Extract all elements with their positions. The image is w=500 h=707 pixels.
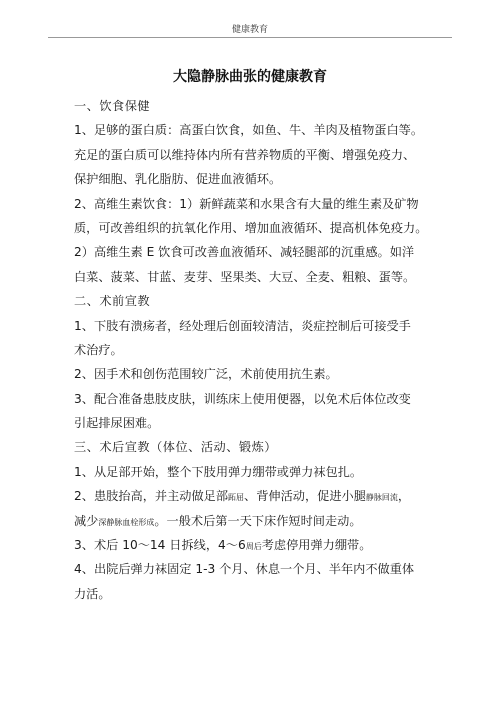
- paragraph-line: 1、足够的蛋白质：高蛋白饮食，如鱼、牛、羊肉及植物蛋白等。: [74, 123, 424, 138]
- paragraph-line: 充足的蛋白质可以维持体内所有营养物质的平衡、增强免疫力、: [74, 147, 416, 162]
- paragraph-line: 4、出院后弹力袜固定 1-3 个月、休息一个月、半年内不做重体: [74, 562, 415, 577]
- paragraph-line: 1、下肢有溃疡者，经处理后创面较清洁，炎症控制后可接受手: [74, 318, 411, 333]
- paragraph-line: 引起排尿困难。: [74, 416, 160, 431]
- text-run: 、背伸活动，促进小腿: [244, 489, 366, 504]
- text-run: 减少: [74, 513, 99, 528]
- paragraph-line: 2、高维生素饮食：1）新鲜蔬菜和水果含有大量的维生素及矿物: [74, 196, 419, 211]
- text-run: 2、患肢抬高，并主动做足部: [74, 489, 229, 504]
- text-run: ，: [397, 489, 411, 504]
- paragraph-line: [74, 533, 444, 557]
- text-run: 。一般术后第一天下床作短时间走动。: [154, 513, 362, 528]
- paragraph-line: 质，可改善组织的抗氧化作用、增加血液循环、提高机体免疫力。: [74, 220, 428, 235]
- text-run-small: 静脉回流: [365, 493, 398, 503]
- document-title: 大隐静脉曲张的健康教育: [173, 69, 327, 85]
- text-run-small: 周后: [245, 542, 262, 552]
- header-divider: [48, 37, 452, 38]
- text-run-small: 跖屈: [228, 493, 245, 503]
- page-header: 健康教育: [231, 25, 268, 35]
- paragraph-line: 1、从足部开始，整个下肢用弹力绷带或弹力袜包扎。: [74, 464, 363, 479]
- section-heading-preop: 二、术前宣教: [74, 294, 151, 309]
- text-run: 考虑停用弹力绷带。: [261, 538, 372, 553]
- paragraph-line: 力活。: [74, 586, 111, 601]
- section-heading-diet: 一、饮食保健: [74, 99, 151, 113]
- paragraph-line: 保护细胞、乳化脂肪、促进血液循环。: [74, 172, 282, 187]
- paragraph-line: [74, 509, 444, 533]
- paragraph-line: 2）高维生素 E 饮食可改善血液循环、减轻腿部的沉重感。如洋: [74, 245, 415, 260]
- text-run-small: 深静脉血栓形成: [98, 517, 155, 527]
- paragraph-line: 白菜、菠菜、甘蓝、麦芽、坚果类、大豆、全麦、粗粮、蛋等。: [74, 269, 416, 284]
- section-heading-postop: 三、术后宣教（体位、活动、锻炼）: [74, 440, 277, 455]
- paragraph-line: [74, 484, 444, 508]
- paragraph-line: 术治疗。: [74, 342, 123, 357]
- paragraph-line: 3、配合准备患肢皮肤，训练床上使用便器，以免术后体位改变: [74, 391, 411, 406]
- document-body: [74, 94, 444, 606]
- text-run: 3、术后 10～14 日拆线，4～6: [74, 538, 246, 553]
- paragraph-line: 2、因手术和创伤范围较广泛，术前使用抗生素。: [74, 367, 338, 382]
